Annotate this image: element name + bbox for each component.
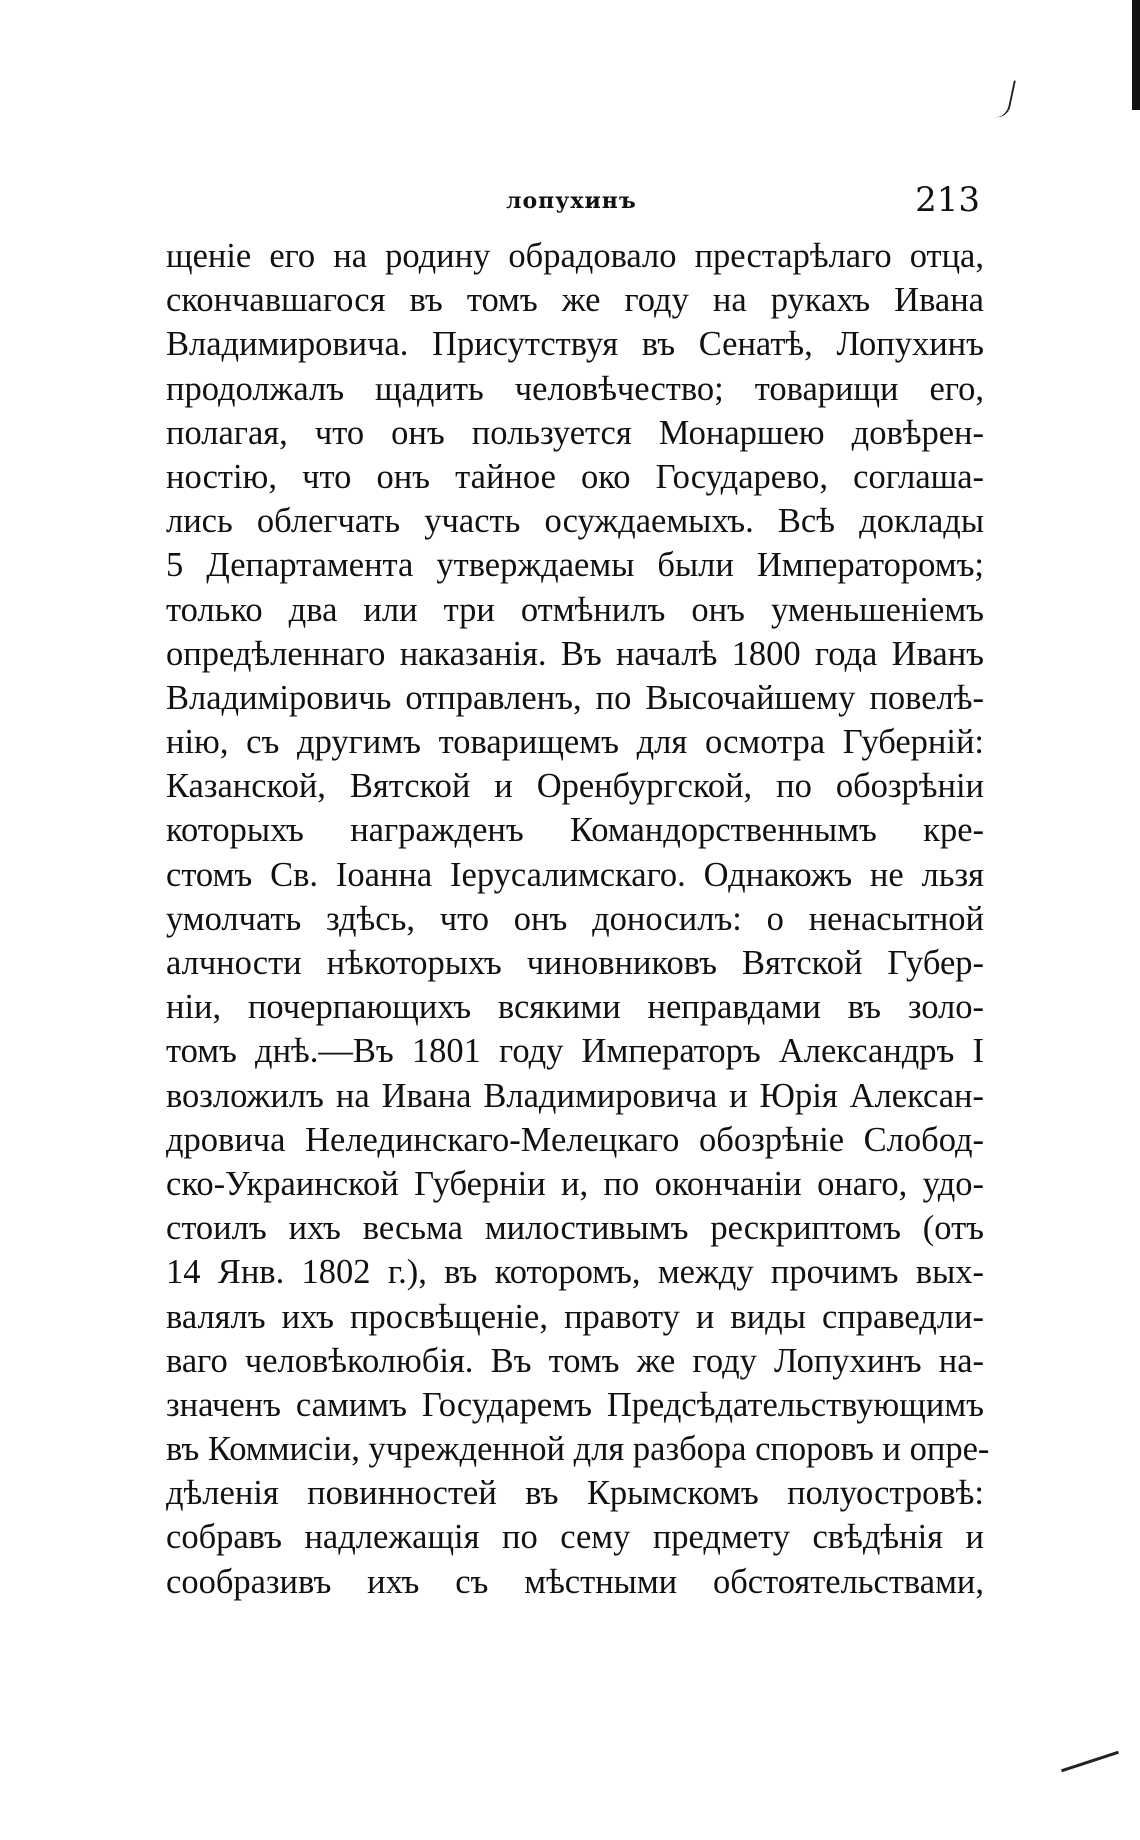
text-line: ско-Украинской Губерніи и, по окончаніи онаго, удо-: [166, 1164, 984, 1203]
running-title: лопухинъ: [506, 188, 637, 214]
text-line: продолжалъ щадить человѣчество; товарищи его,: [166, 369, 984, 408]
text-line: Владимировича. Присутствуя въ Сенатѣ, Лопухинъ: [166, 325, 984, 364]
text-line: ваго человѣколюбія. Въ томъ же году Лопухинъ на-: [166, 1341, 984, 1380]
page-number: 213: [915, 180, 980, 220]
text-line: опредѣленнаго наказанія. Въ началѣ 1800 года Иванъ: [166, 634, 984, 673]
text-line: которыхъ награжденъ Командорственнымъ кре-: [166, 811, 984, 850]
page-edge-shadow: [1132, 0, 1140, 110]
text-line: алчности нѣкоторыхъ чиновниковъ Вятской Губер-: [166, 944, 984, 982]
text-line: дровича Нелединскаго-Мелецкаго обозрѣніе Слобод-: [166, 1120, 984, 1159]
text-line: валялъ ихъ просвѣщеніе, правоту и виды справедли-: [166, 1297, 984, 1336]
body-text: [166, 234, 990, 1604]
text-line: Казанской, Вятской и Оренбургской, по обозрѣніи: [166, 767, 984, 806]
text-line: Владиміровичь отправленъ, по Высочайшему повелѣ-: [166, 678, 984, 717]
text-line: возложилъ на Ивана Владимировича и Юрія Алексан-: [166, 1076, 984, 1115]
text-line: ностію, что онъ тайное око Государево, соглаша-: [166, 457, 984, 496]
text-line: нію, съ другимъ товарищемъ для осмотра Губерній:: [166, 723, 984, 762]
text-line: значенъ самимъ Государемъ Предсѣдательствующимъ: [166, 1385, 984, 1424]
text-line: 5 Департамента утверждаемы были Императоромъ;: [166, 546, 984, 585]
margin-mark: [986, 76, 1016, 120]
text-line: скончавшагося въ томъ же году на рукахъ Ивана: [166, 281, 984, 320]
margin-mark: [1061, 1751, 1119, 1772]
text-line: томъ днѣ.—Въ 1801 году Императоръ Александръ I: [166, 1032, 984, 1071]
running-head: [166, 180, 984, 230]
text-line: щеніе его на родину обрадовало престарѣлаго отца,: [166, 237, 984, 275]
text-line: 14 Янв. 1802 г.), въ которомъ, между прочимъ вых-: [166, 1253, 984, 1292]
text-line: стомъ Св. Іоанна Іерусалимскаго. Однакожъ не льзя: [166, 855, 984, 894]
text-line: собравъ надлежащія по сему предмету свѣдѣнія и: [166, 1518, 984, 1557]
text-line: дѣленія повинностей въ Крымскомъ полуостровѣ:: [166, 1474, 984, 1513]
text-line: стоилъ ихъ весьма милостивымъ рескриптомъ (отъ: [166, 1209, 984, 1248]
text-line: полагая, что онъ пользуется Монаршею довѣрен-: [166, 413, 984, 452]
text-line: въ Коммисіи, учрежденной для разбора споровъ и опре-: [166, 1430, 990, 1469]
text-line: ніи, почерпающихъ всякими неправдами въ золо-: [166, 988, 984, 1027]
text-line: умолчать здѣсь, что онъ доносилъ: о ненасытной: [166, 899, 984, 938]
text-line: только два или три отмѣнилъ онъ уменьшеніемъ: [166, 590, 984, 629]
text-line: сообразивъ ихъ съ мѣстными обстоятельствами,: [166, 1562, 984, 1601]
text-line: лись облегчать участь осуждаемыхъ. Всѣ доклады: [166, 502, 984, 541]
